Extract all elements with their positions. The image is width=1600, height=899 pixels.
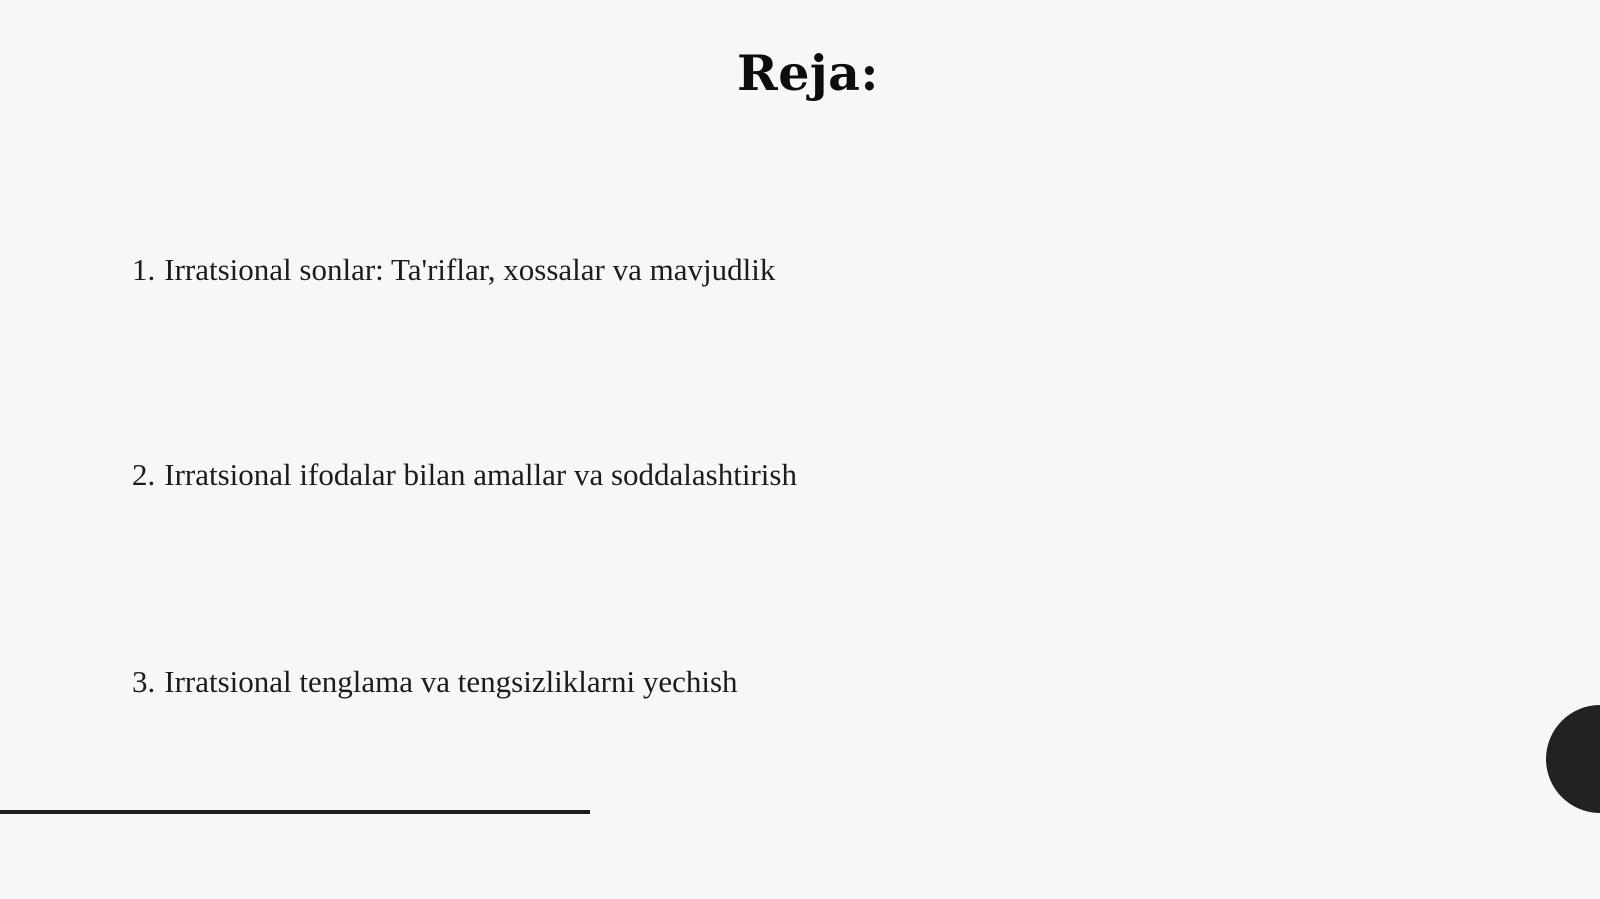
plan-item-3: [132, 662, 738, 702]
plan-item-text: Irratsional tenglama va tengsizliklarni yechish: [164, 664, 738, 699]
plan-item-1: [132, 250, 775, 290]
plan-item-text: Irratsional sonlar: Ta'riflar, xossalar va mavjudlik: [164, 252, 776, 287]
decorative-circle-shape: [1546, 705, 1600, 813]
plan-item-number: 2.: [132, 457, 156, 492]
plan-item-2: [132, 455, 797, 495]
decorative-divider-line: [0, 810, 590, 814]
plan-list: [132, 0, 1332, 760]
plan-item-number: 3.: [132, 664, 156, 699]
slide-title: Reja:: [737, 44, 879, 102]
plan-item-number: 1.: [132, 252, 156, 287]
plan-item-text: Irratsional ifodalar bilan amallar va soddalashtirish: [164, 457, 797, 492]
